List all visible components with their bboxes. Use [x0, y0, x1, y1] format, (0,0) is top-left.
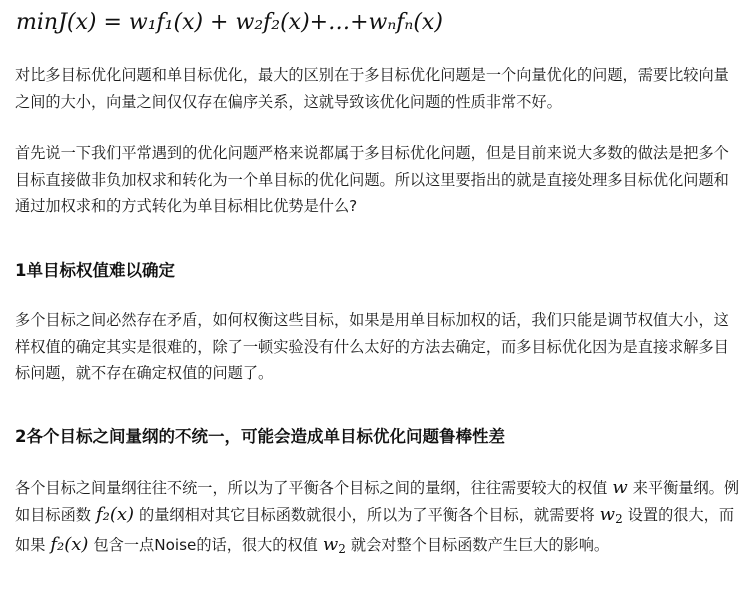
- text-segment: 设置的很大，而如果: [15, 505, 735, 554]
- section-heading-1: 1单目标权值难以确定: [15, 261, 175, 280]
- paragraph-context: 首先说一下我们平常遇到的优化问题严格来说都属于多目标优化问题，但是目前来说大多数的做法是把多个目标直接做非负加权求和转化为一个单目标的优化问题。所以这里要指出的就是直接处理多目标优化问题和通过加权求和的方式转化为单目标相比优势是什么?: [15, 144, 729, 215]
- paragraph-dimensions: [15, 475, 743, 563]
- math-base: w: [599, 503, 616, 525]
- text-segment: 各个目标之间量纲往往不统一，所以为了平衡各个目标之间的量纲，往往需要较大的权值: [15, 479, 608, 497]
- text-segment: 就会对整个目标函数产生巨大的影响。: [350, 536, 610, 554]
- math-f2x: f₂(x): [50, 534, 89, 555]
- math-w: w: [612, 477, 628, 498]
- paragraph-weights: 多个目标之间必然存在矛盾，如何权衡这些目标，如果是用单目标加权的话，我们只能是调节权值大小，这样权值的确定其实是很难的，除了一顿实验没有什么太好的方法去确定，而多目标优化因为是直接求解多目标问题，就不存在确定权值的问题了。: [15, 311, 729, 382]
- math-subscript: 2: [615, 511, 623, 526]
- math-w2: [595, 504, 628, 525]
- paragraph-intro: 对比多目标优化问题和单目标优化，最大的区别在于多目标优化问题是一个向量优化的问题，需要比较向量之间的大小，向量之间仅仅存在偏序关系，这就导致该优化问题的性质非常不好。: [15, 66, 729, 111]
- text-segment: 包含一点Noise的话，很大的权值: [93, 536, 318, 554]
- section-heading-2: 2各个目标之间量纲的不统一，可能会造成单目标优化问题鲁棒性差: [15, 427, 505, 446]
- text-segment: 的量纲相对其它目标函数就很小，所以为了平衡各个目标，就需要将: [139, 505, 595, 524]
- math-f2x: f₂(x): [95, 503, 135, 525]
- math-w2: [318, 534, 351, 555]
- objective-formula: minJ(x) = w₁f₁(x) + w₂f₂(x)+…+wₙfₙ(x): [16, 10, 443, 35]
- math-base: w: [322, 534, 339, 555]
- text-segment: 来平衡量纲。例如目标函数: [15, 479, 740, 524]
- math-subscript: 2: [338, 542, 346, 556]
